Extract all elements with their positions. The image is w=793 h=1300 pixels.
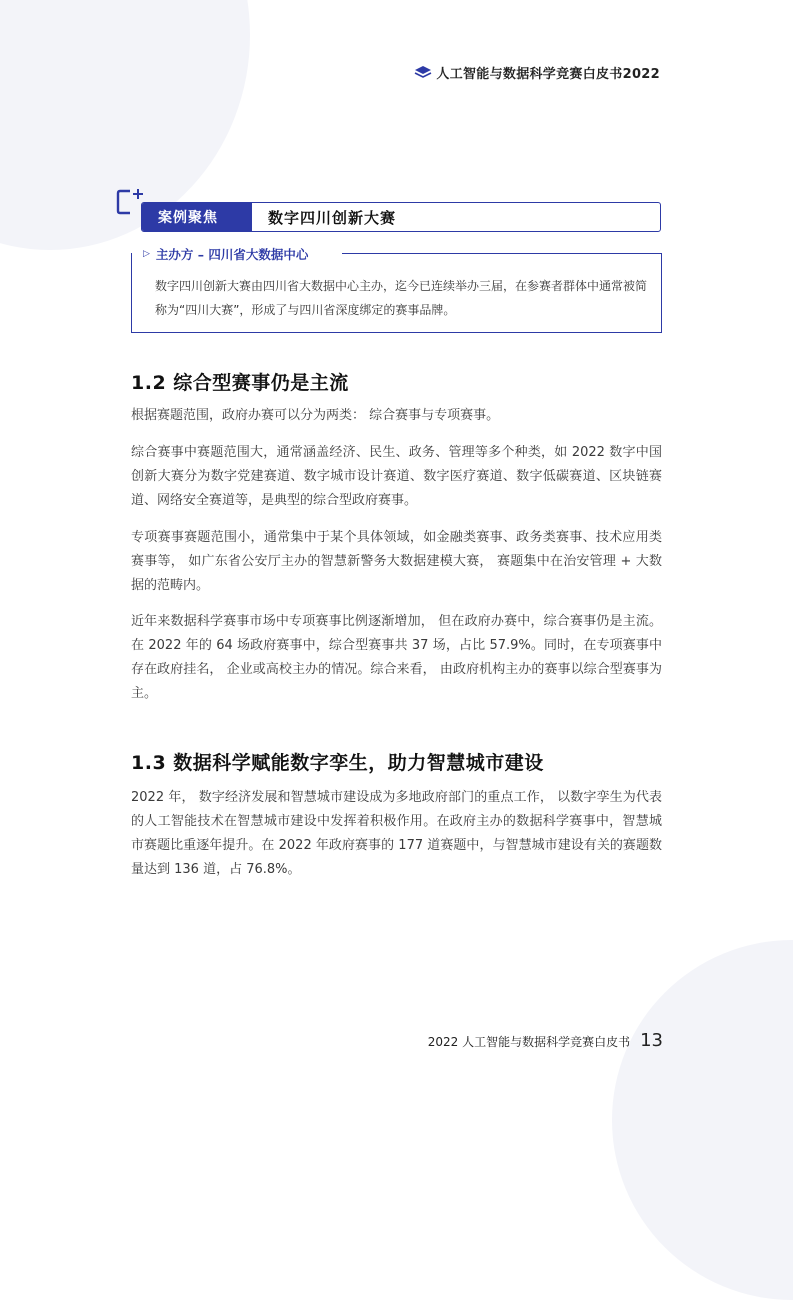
page-number: 13 [640, 1030, 663, 1051]
section-heading-1-2: 1.2 综合型赛事仍是主流 [131, 372, 349, 394]
section-heading-1-3: 1.3 数据科学赋能数字孪生，助力智慧城市建设 [131, 752, 544, 774]
organizer-label: 主办方 – 四川省大数据中心 [155, 247, 309, 262]
layers-icon [414, 65, 432, 79]
case-organizer [143, 245, 314, 263]
paragraph: 近年来数据科学赛事市场中专项赛事比例逐渐增加， 但在政府办赛中，综合赛事仍是主流。在 2022 年的 64 场政府赛事中，综合型赛事共 37 场，占比 57.9%。同时，在专项赛事中存在政府挂名， 企业或高校主办的情况。综合来看， 由政府机构主办的赛事以综合型赛事为主。 [131, 614, 662, 701]
paragraph: 2022 年， 数字经济发展和智慧城市建设成为多地政府部门的重点工作， 以数字孪生为代表的人工智能技术在智慧城市建设中发挥着积极作用。在政府主办的数据科学赛事中，智慧城市赛题比重逐年提升。在 2022 年政府赛事的 177 道赛题中，与智慧城市建设有关的赛题数量达到 136 道，占 76.8%。 [131, 790, 662, 877]
running-header [414, 62, 660, 82]
paragraph: 综合赛事中赛题范围大，通常涵盖经济、民生、政务、管理等多个种类，如 2022 数字中国创新大赛分为数字党建赛道、数字城市设计赛道、数字医疗赛道、数字低碳赛道、区块链赛道、网络安全赛道等，是典型的综合型政府赛事。 [131, 445, 662, 508]
case-divider [342, 253, 662, 254]
footer-title: 2022 人工智能与数据科学竞赛白皮书 [427, 1035, 631, 1049]
decorative-circle-bottom-right [612, 940, 793, 1300]
paragraph: 专项赛事赛题范围小，通常集中于某个具体领域，如金融类赛事、政务类赛事、技术应用类赛事等， 如广东省公安厅主办的智慧新警务大数据建模大赛， 赛题集中在治安管理 + 大数据的范畴内。 [131, 530, 662, 593]
case-focus-header [141, 202, 661, 232]
page-footer [428, 1030, 663, 1051]
header-title: 人工智能与数据科学竞赛白皮书2022 [436, 66, 660, 82]
triangle-right-icon: ▷ [143, 249, 150, 259]
paragraph: 根据赛题范围，政府办赛可以分为两类： 综合赛事与专项赛事。 [131, 408, 500, 423]
case-description: 数字四川创新大赛由四川省大数据中心主办，迄今已连续举办三届，在参赛者群体中通常被简称为“四川大赛”，形成了与四川省深度绑定的赛事品牌。 [155, 279, 648, 317]
case-title: 数字四川创新大赛 [268, 208, 397, 227]
case-focus-tag: 案例聚焦 [142, 203, 252, 231]
